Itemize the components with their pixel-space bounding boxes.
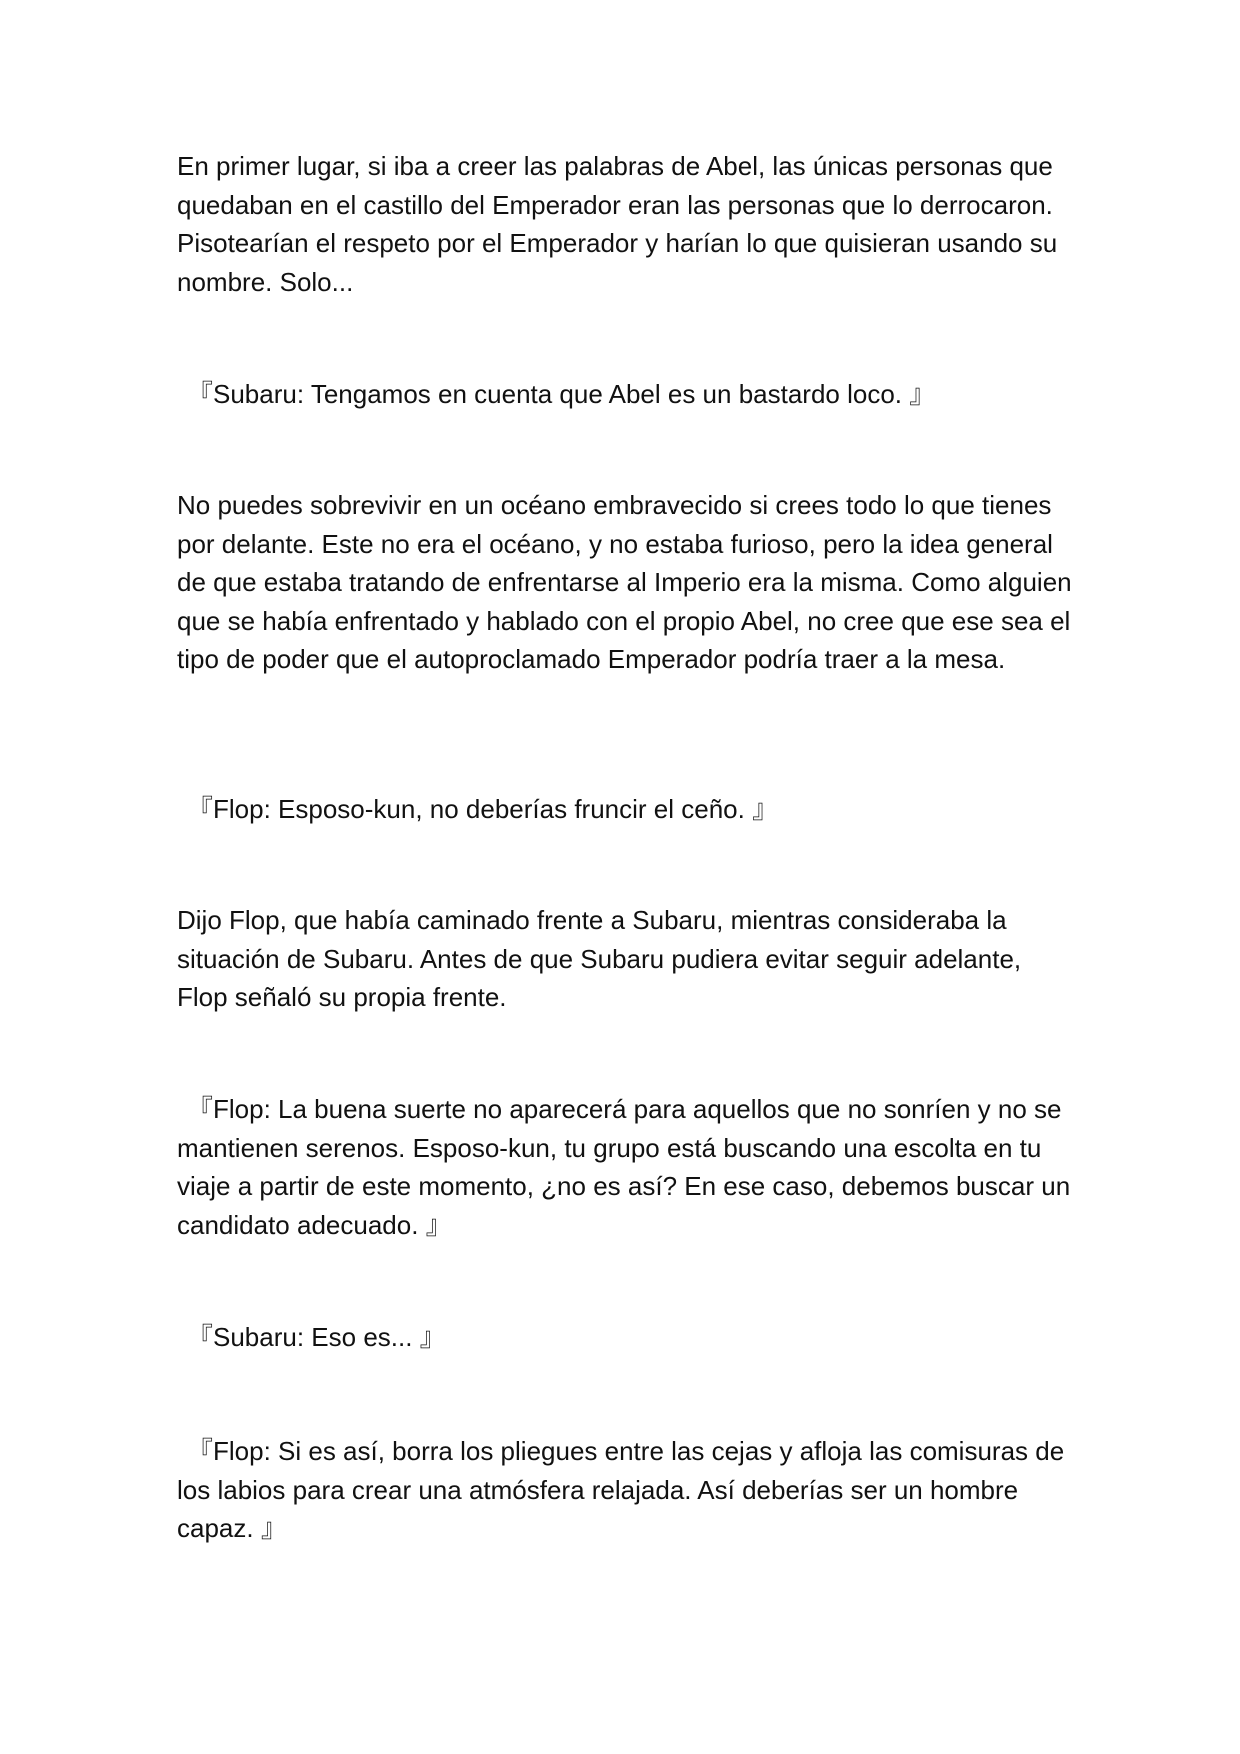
dialogue-line: 『Subaru: Tengamos en cuenta que Abel es un bastardo loco. 』 xyxy=(187,379,936,409)
narration-paragraph: En primer lugar, si iba a creer las palabras de Abel, las únicas personas que quedaban en el castillo del Emperador eran las personas que lo derrocaron. Pisotearían el respeto por el Emperador y harían lo que quisieran usando su nombre. Solo... xyxy=(177,151,1058,297)
dialogue-line: 『Flop: La buena suerte no aparecerá para aquellos que no sonríen y no se mantienen serenos. Esposo-kun, tu grupo está buscando una escolta en tu viaje a partir de este momento, ¿no es así? En ese caso, debemos buscar un candidato adecuado. 』 xyxy=(177,1094,1071,1240)
dialogue-line: 『Flop: Esposo-kun, no deberías fruncir el ceño. 』 xyxy=(187,794,779,824)
dialogue-line: 『Flop: Si es así, borra los pliegues entre las cejas y afloja las comisuras de los labios para crear una atmósfera relajada. Así deberías ser un hombre capaz. 』 xyxy=(177,1436,1065,1543)
narration-paragraph: Dijo Flop, que había caminado frente a Subaru, mientras consideraba la situación de Subaru. Antes de que Subaru pudiera evitar seguir adelante, Flop señaló su propia frente. xyxy=(177,905,1022,1012)
narration-paragraph: No puedes sobrevivir en un océano embravecido si crees todo lo que tienes por delante. Este no era el océano, y no estaba furioso, pero la idea general de que estaba tratando de enfrentarse al Imperio era la misma. Como alguien que se había enfrentado y hablado con el propio Abel, no cree que ese sea el tipo de poder que el autoproclamado Emperador podría traer a la mesa. xyxy=(177,490,1072,674)
dialogue-line: 『Subaru: Eso es... 』 xyxy=(187,1322,446,1352)
